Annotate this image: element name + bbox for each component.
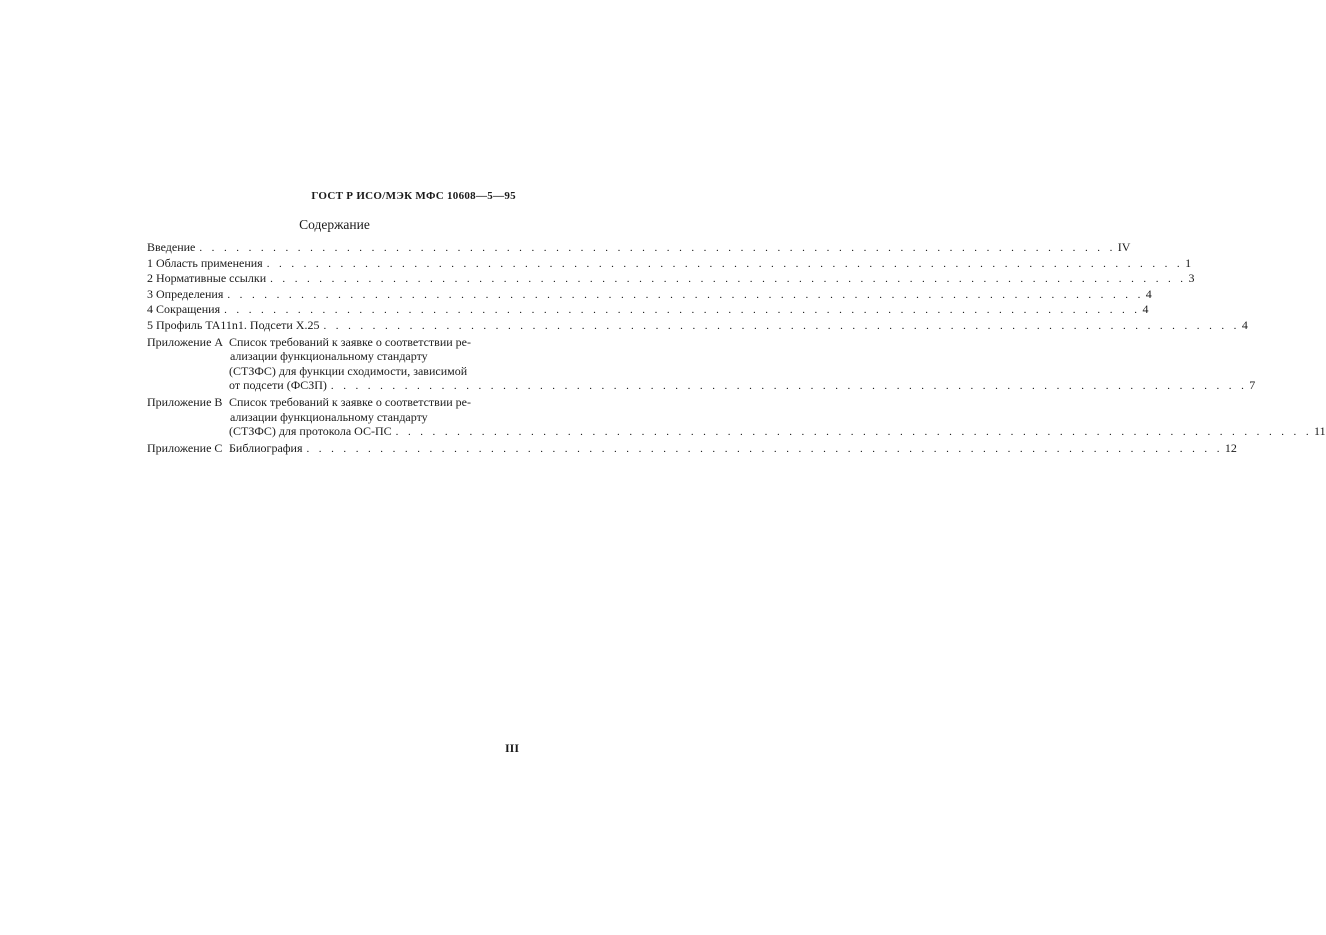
- toc-appendix-b: [147, 394, 1326, 440]
- appendix-head: Приложение А: [147, 334, 224, 349]
- toc-entry-label: 2 Нормативные ссылки: [147, 271, 267, 286]
- toc-entry: [147, 302, 1149, 318]
- toc-entry-page: 7: [1249, 378, 1256, 393]
- toc-entry-label: 1 Область применения: [147, 255, 263, 270]
- toc-entry-page: 12: [1224, 440, 1237, 455]
- toc-entry-label: 5 Профиль TA11n1. Подсети X.25: [147, 317, 320, 332]
- toc-entry-label: 4 Сокращения: [147, 302, 221, 317]
- toc-entry-page: 4: [1142, 302, 1149, 317]
- appendix-line: Список требований к заявке о соответствии ре-: [229, 394, 471, 409]
- appendix-line: от подсети (ФСЗП): [229, 378, 327, 393]
- toc-entry: [147, 255, 1192, 272]
- toc-entry: [147, 240, 1131, 256]
- toc-entry-page: 1: [1185, 255, 1192, 270]
- table-of-contents: [147, 240, 1326, 456]
- toc-entry-page: 4: [1241, 317, 1248, 332]
- toc-leader-dots: [307, 442, 1223, 457]
- toc-entry: [147, 317, 1248, 334]
- toc-leader-dots: [323, 319, 1239, 334]
- appendix-head: Приложение С: [147, 440, 223, 455]
- toc-leader-dots: [270, 272, 1186, 287]
- appendix-line: ализации функциональному стандарту: [230, 409, 428, 424]
- toc-leader-dots: [227, 288, 1143, 303]
- toc-appendix-c: [147, 440, 1237, 457]
- appendix-line: Список требований к заявке о соответствии ре-: [229, 334, 471, 349]
- toc-entry: [147, 286, 1152, 303]
- appendix-line: Библиография: [229, 440, 303, 455]
- toc-entry-page: 3: [1188, 271, 1195, 286]
- toc-leader-dots: [199, 241, 1115, 256]
- page-header-code: ГОСТ Р ИСО/МЭК МФС 10608—5—95: [311, 190, 516, 202]
- toc-entry-label: Введение: [147, 240, 196, 254]
- toc-appendix-a: [147, 334, 1256, 394]
- appendix-line: (СТЗФС) для протокола ОС-ПС: [229, 424, 392, 439]
- toc-leader-dots: [224, 303, 1140, 318]
- toc-entry-label: 3 Определения: [147, 286, 224, 301]
- toc-entry-page: IV: [1117, 240, 1131, 254]
- toc-entry: [147, 271, 1195, 287]
- toc-leader-dots: [396, 425, 1312, 440]
- toc-entry-page: 11: [1314, 424, 1326, 439]
- appendix-line: ализации функциональному стандарту: [230, 349, 428, 364]
- toc-leader-dots: [267, 257, 1183, 272]
- toc-leader-dots: [331, 379, 1247, 394]
- toc-entry-page: 4: [1145, 286, 1152, 301]
- appendix-head: Приложение В: [147, 394, 223, 409]
- toc-title: Содержание: [299, 217, 370, 232]
- page-number: III: [504, 741, 519, 755]
- appendix-line: (СТЗФС) для функции сходимости, зависимой: [229, 363, 468, 378]
